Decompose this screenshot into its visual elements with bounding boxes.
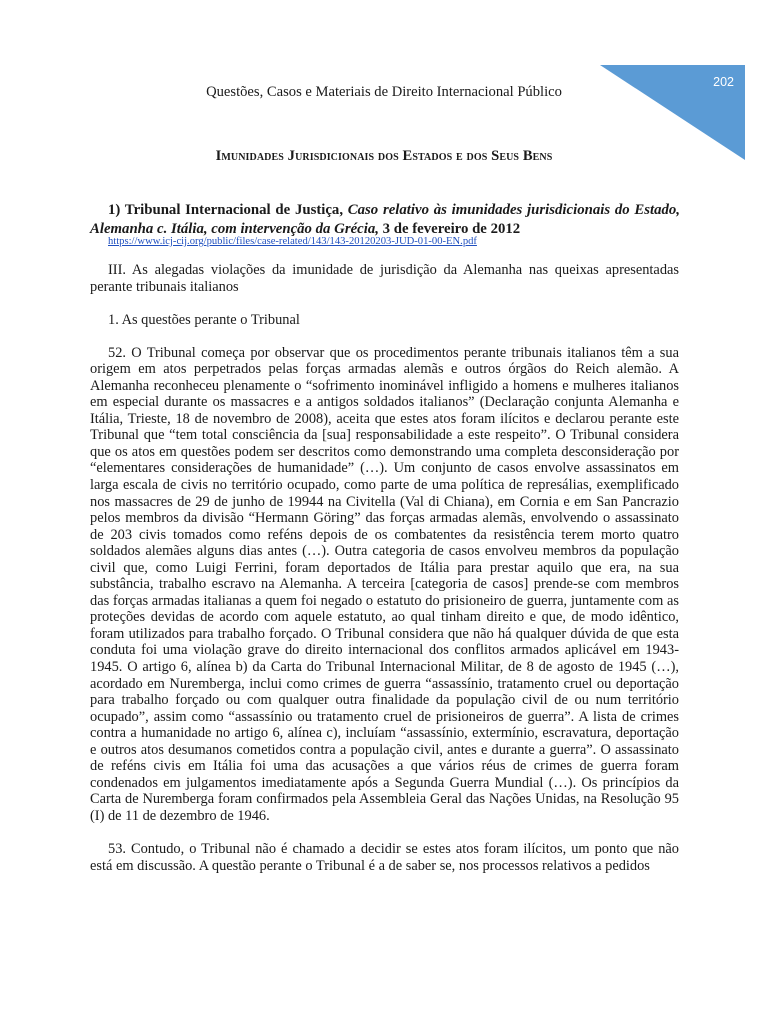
case-heading bbox=[90, 201, 680, 239]
case-title: Caso relativo às imunidades jurisdicionais do Estado, Alemanha c. Itália, com intervenção da Grécia, bbox=[90, 202, 680, 237]
paragraph-52: 52. O Tribunal começa por observar que os procedimentos perante tribunais italianos têm a sua origem em atos perpetrados pelas forças armadas alemãs e outros órgãos do Reich alemão. A Alemanha reconheceu plenamente o “sofrimento inominável infligido a homens e mulheres italianos em especial durante os massacres e a antigos soldados italianos” (Declaração conjunta Alemanha e Itália, Trieste, 18 de novembro de 2008), aceita que estes atos foram ilícitos e declarou perante este Tribunal que “tem total consciência da [sua] responsabilidade a este respeito”. O Tribunal considera que os atos em questões podem ser descritos como demonstrando uma completa desconsideração por “elementares considerações de humanidade” (…). Um conjunto de casos envolve assassinatos em larga escala de civis no território ocupado, como parte de uma política de represálias, exemplificado nos massacres de 29 de junho de 19944 na Civitella (Val di Chiana), em Cornia e em San Pancrazio pelos membros da divisão “Hermann Göring” das forças armadas alemãs, envolvendo o assassinato de 203 civis tomados como reféns depois de os combatentes da resistência terem morto quatro soldados alemães alguns dias antes (…). Outra categoria de casos envolveu membros da população civil que, como Luigi Ferrini, foram deportados de Itália para prestar aquilo que era, na sua substância, trabalho escravo na Alemanha. A terceira [categoria de casos] prende-se com membros das forças armadas italianas a quem foi negado o estatuto do prisioneiro de guerra, juntamente com as proteções devidas de acordo com aquele estatuto, ao qual tinham direito e que, de modo idêntico, foram utilizados para trabalho forçado. O Tribunal considera que não há qualquer dúvida de que esta conduta foi uma violação grave do direito internacional dos conflitos armados aplicável em 1943-1945. O artigo 6, alínea b) da Carta do Tribunal Internacional Militar, de 8 de agosto de 1945 (…), acordado em Nuremberga, inclui como crimes de guerra “assassínio, tratamento cruel ou deportação para trabalho forçado ou com qualquer outra finalidade da população civil de ou num território ocupado”, assim como “assassínio ou tratamento cruel de prisioneiros de guerra”. A lista de crimes contra a humanidade no artigo 6, alínea c), incluíam “assassínio, extermínio, escravatura, deportação e outros atos desumanos cometidos contra a população civil, antes e durante a guerra”. O assassinato de reféns civis em Itália foi uma das acusações a que vários réus de crimes de guerra foram condenados em julgamentos imediatamente após a Segunda Guerra Mundial (…). Os princípios da Carta de Nuremberga foram confirmados pela Assembleia Geral das Nações Unidas, na Resolução 95 (I) de 11 de dezembro de 1946. bbox=[90, 344, 679, 824]
page-number: 202 bbox=[713, 75, 734, 89]
document-body bbox=[90, 262, 679, 891]
case-date: 3 de fevereiro de 2012 bbox=[382, 221, 521, 237]
section-title: Imunidades Jurisdicionais dos Estados e dos Seus Bens bbox=[215, 148, 553, 164]
case-link[interactable]: https://www.icj-cij.org/public/files/case-related/143/143-20120203-JUD-01-00-EN.pdf bbox=[108, 236, 477, 247]
paragraph-heading-iii: III. As alegadas violações da imunidade de jurisdição da Alemanha nas queixas apresentadas perante tribunais italianos bbox=[90, 262, 679, 295]
case-court: 1) Tribunal Internacional de Justiça, bbox=[108, 202, 344, 218]
paragraph-subheading: 1. As questões perante o Tribunal bbox=[108, 311, 300, 328]
paragraph-53: 53. Contudo, o Tribunal não é chamado a decidir se estes atos foram ilícitos, um ponto que não está em discussão. A questão perante o Tribunal é a de saber se, nos processos relativos a pedidos bbox=[90, 841, 679, 874]
running-header: Questões, Casos e Materiais de Direito Internacional Público bbox=[206, 84, 562, 100]
